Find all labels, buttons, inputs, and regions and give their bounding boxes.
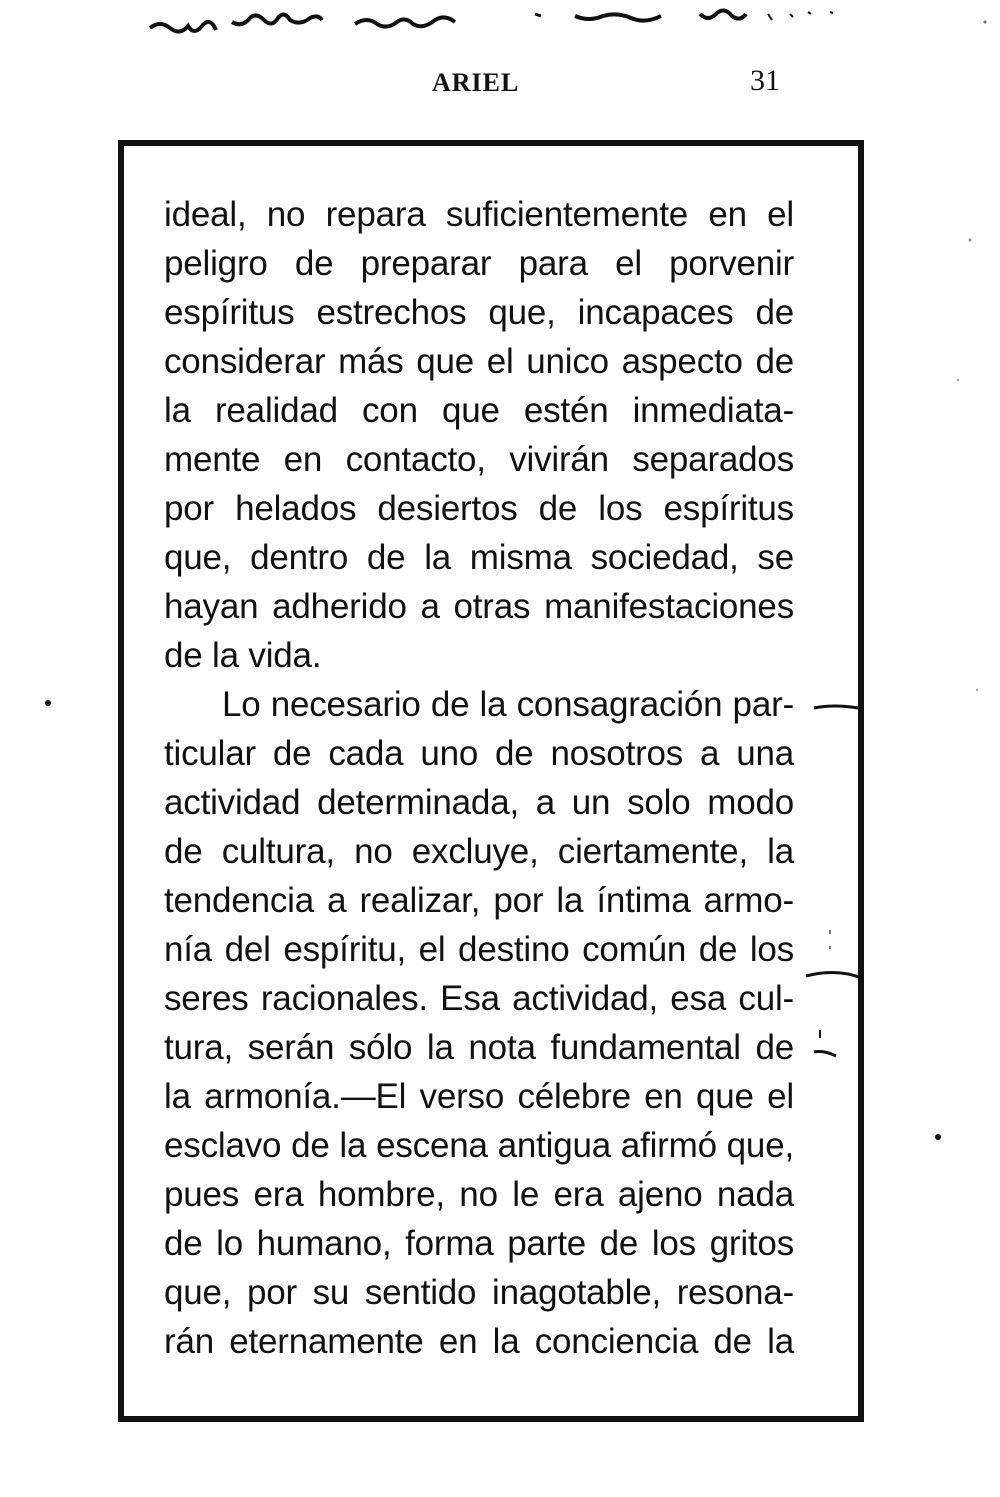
text-line: rán eternamente en la conciencia de la <box>164 1322 794 1361</box>
text-line: considerar más que el unico aspecto de <box>164 342 794 381</box>
handwritten-scribble <box>0 0 1000 60</box>
paragraph-1 <box>164 190 794 680</box>
text-line: ticular de cada uno de nosotros a una <box>164 734 794 773</box>
text-line: la realidad con que estén inmediata- <box>164 391 794 430</box>
text-line: de la vida. <box>164 636 322 675</box>
page-number: 31 <box>750 64 780 97</box>
text-line: hayan adherido a otras manifestaciones <box>164 587 794 626</box>
running-head <box>0 60 1000 110</box>
text-line: peligro de preparar para el porvenir <box>164 244 794 283</box>
text-line: esclavo de la escena antigua afirmó que, <box>164 1126 794 1165</box>
text-line: seres racionales. Esa actividad, esa cul- <box>164 979 794 1018</box>
text-line: de lo humano, forma parte de los gritos <box>164 1224 794 1263</box>
text-line: pues era hombre, no le era ajeno nada <box>164 1175 794 1214</box>
margin-marks <box>800 690 880 1090</box>
text-line: actividad determinada, a un solo modo <box>164 783 794 822</box>
text-line: que, dentro de la misma sociedad, se <box>164 538 794 577</box>
text-line: tendencia a realizar, por la íntima armo- <box>164 881 794 920</box>
body-text <box>164 190 794 1366</box>
running-title: ARIEL <box>432 68 520 97</box>
text-line: la armonía.—El verso célebre en que el <box>164 1077 794 1116</box>
text-line: espíritus estrechos que, incapaces de <box>164 293 794 332</box>
text-line: que, por su sentido inagotable, resona- <box>164 1273 794 1312</box>
text-line: tura, serán sólo la nota fundamental de <box>164 1028 794 1067</box>
text-line: mente en contacto, vivirán separados <box>164 440 794 479</box>
text-line: de cultura, no excluye, ciertamente, la <box>164 832 794 871</box>
paragraph-2 <box>164 680 794 1366</box>
text-line: por helados desiertos de los espíritus <box>164 489 794 528</box>
text-line: ideal, no repara suficientemente en el <box>164 195 794 234</box>
text-line: nía del espíritu, el destino común de los <box>164 930 794 969</box>
text-line: Lo necesario de la consagración par- <box>222 685 794 724</box>
